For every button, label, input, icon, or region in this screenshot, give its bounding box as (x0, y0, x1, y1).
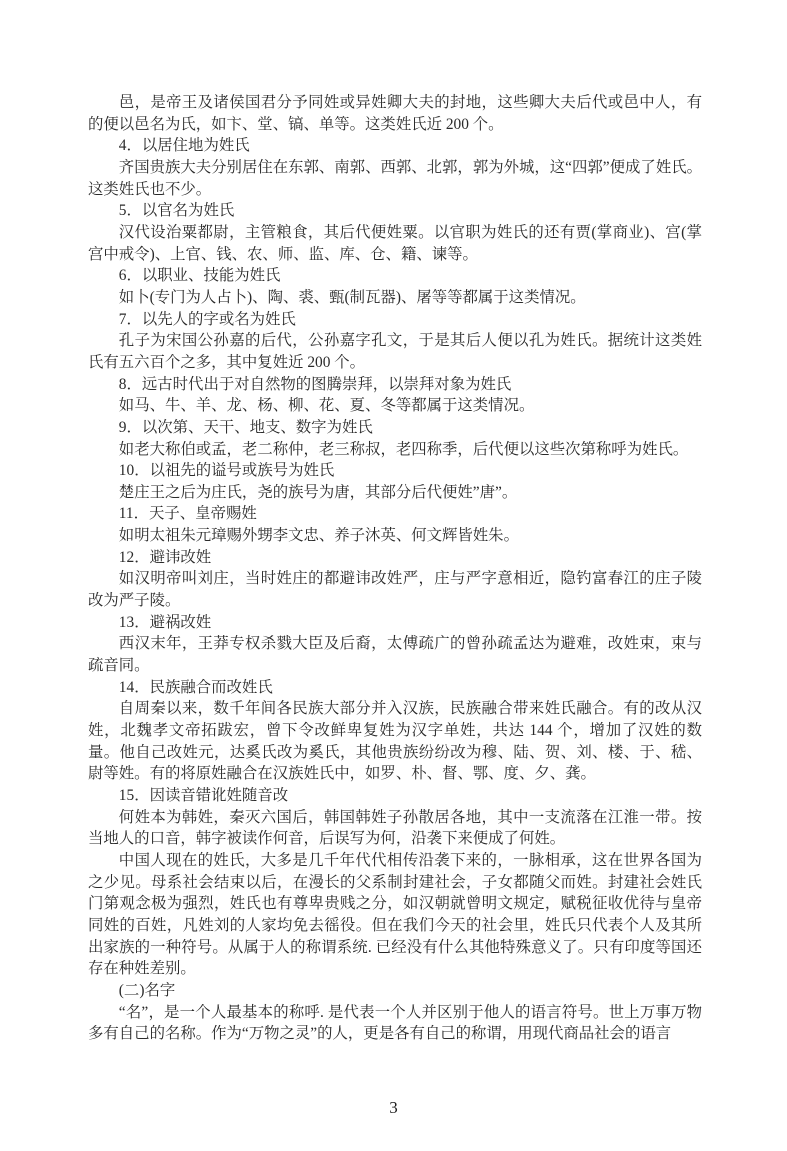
paragraph: 自周秦以来，数千年间各民族大部分并入汉族，民族融合带来姓氏融合。有的改从汉姓，北魏孝文帝拓跋宏，曾下令改鲜卑复姓为汉字单姓，共达 144 个，增加了汉姓的数量。他自己改姓元，达奚氏改为奚氏，其他贵族纷纷改为穆、陆、贺、刘、楼、于、嵇、尉等姓。有的将原姓融合在汉族姓氏中，如罗、朴、督、鄂、度、夕、龚。 (88, 700, 702, 783)
paragraph: 15．因读音错讹姓随音改 (118, 787, 289, 804)
paragraph: 中国人现在的姓氏，大多是几千年代代相传沿袭下来的，一脉相承，这在世界各国为之少见。母系社会结束以后，在漫长的父系制封建社会，子女都随父而姓。封建社会姓氏门第观念极为强烈，姓氏也有尊卑贵贱之分，如汉朝就曾明文规定，赋税征收优待与皇帝同姓的百姓，凡姓刘的人家均免去徭役。但在我们今天的社会里，姓氏只代表个人及其所出家族的一种符号。从属于人的称谓系统. 已经没有什么其他特殊意义了。只有印度等国还存在种姓差别。 (88, 851, 702, 978)
paragraph: 齐国贵族大夫分别居住在东郭、南郭、西郭、北郭，郭为外城，这“四郭”便成了姓氏。这类姓氏也不少。 (88, 158, 702, 198)
paragraph: 孔子为宋国公孙嘉的后代，公孙嘉字孔文，于是其后人便以孔为姓氏。据统计这类姓氏有五六百个之多，其中复姓近 200 个。 (88, 332, 702, 371)
paragraph: 13．避祸改姓 (118, 613, 212, 631)
paragraph: (二)名字 (118, 981, 176, 999)
paragraph: 西汉末年，王莽专权杀戮大臣及后裔，太傅疏广的曾孙疏孟达为避难，改姓束，束与疏音同。 (88, 635, 702, 675)
paragraph: 11．天子、皇帝赐姓 (118, 505, 257, 523)
paragraph: 14．民族融合而改姓氏 (118, 678, 273, 696)
paragraph: 如老大称伯或孟，老二称仲，老三称叔，老四称季，后代便以这些次第称呼为姓氏。 (118, 440, 689, 458)
paragraph: 10．以祖先的谥号或族号为姓氏 (118, 462, 335, 480)
paragraph: 邑，是帝王及诸侯国君分予同姓或异姓卿大夫的封地，这些卿大夫后代或邑中人，有的便以邑名为氏，如卞、堂、镐、单等。这类姓氏近 200 个。 (88, 94, 702, 133)
paragraph: 如卜(专门为人占卜)、陶、裘、甄(制瓦器)、屠等等都属于这类情况。 (118, 288, 586, 306)
paragraph: 5．以官名为姓氏 (118, 202, 235, 220)
paragraph: 如汉明帝叫刘庄，当时姓庄的都避讳改姓严，庄与严字意相近，隐钓富春江的庄子陵改为严子陵。 (88, 570, 702, 610)
paragraph: 楚庄王之后为庄氏，尧的族号为唐，其部分后代便姓”唐”。 (118, 483, 518, 501)
paragraph: 如马、牛、羊、龙、杨、柳、花、夏、冬等都属于这类情况。 (118, 397, 535, 415)
paragraph: 9．以次第、天干、地支、数字为姓氏 (118, 418, 373, 436)
paragraph: 6．以职业、技能为姓氏 (118, 267, 281, 285)
paragraph: 汉代设治粟都尉，主管粮食，其后代便姓粟。以官职为姓氏的还有贾(掌商业)、宫(掌宫中戒令)、上官、钱、农、师、监、库、仓、籍、谏等。 (88, 223, 702, 263)
page-number: 3 (389, 1098, 398, 1117)
paragraph: 何姓本为韩姓，秦灭六国后，韩国韩姓子孙散居各地，其中一支流落在江淮一带。按当地人的口音，韩字被读作何音，后误写为何，沿袭下来便成了何姓。 (88, 808, 702, 848)
document-body (88, 92, 702, 1045)
paragraph: 12．避讳改姓 (118, 548, 212, 566)
paragraph: 7．以先人的字或名为姓氏 (118, 310, 296, 328)
paragraph: 4．以居住地为姓氏 (118, 137, 250, 155)
paragraph: “名”，是一个人最基本的称呼. 是代表一个人并区别于他人的语言符号。世上万事万物多有自己的名称。作为“万物之灵”的人，更是各有自己的称谓，用现代商品社会的语言 (88, 1003, 702, 1043)
paragraph: 8．远古时代出于对自然物的图腾崇拜，以崇拜对象为姓氏 (118, 375, 512, 393)
paragraph: 如明太祖朱元璋赐外甥李文忠、养子沐英、何文辉皆姓朱。 (118, 527, 519, 545)
